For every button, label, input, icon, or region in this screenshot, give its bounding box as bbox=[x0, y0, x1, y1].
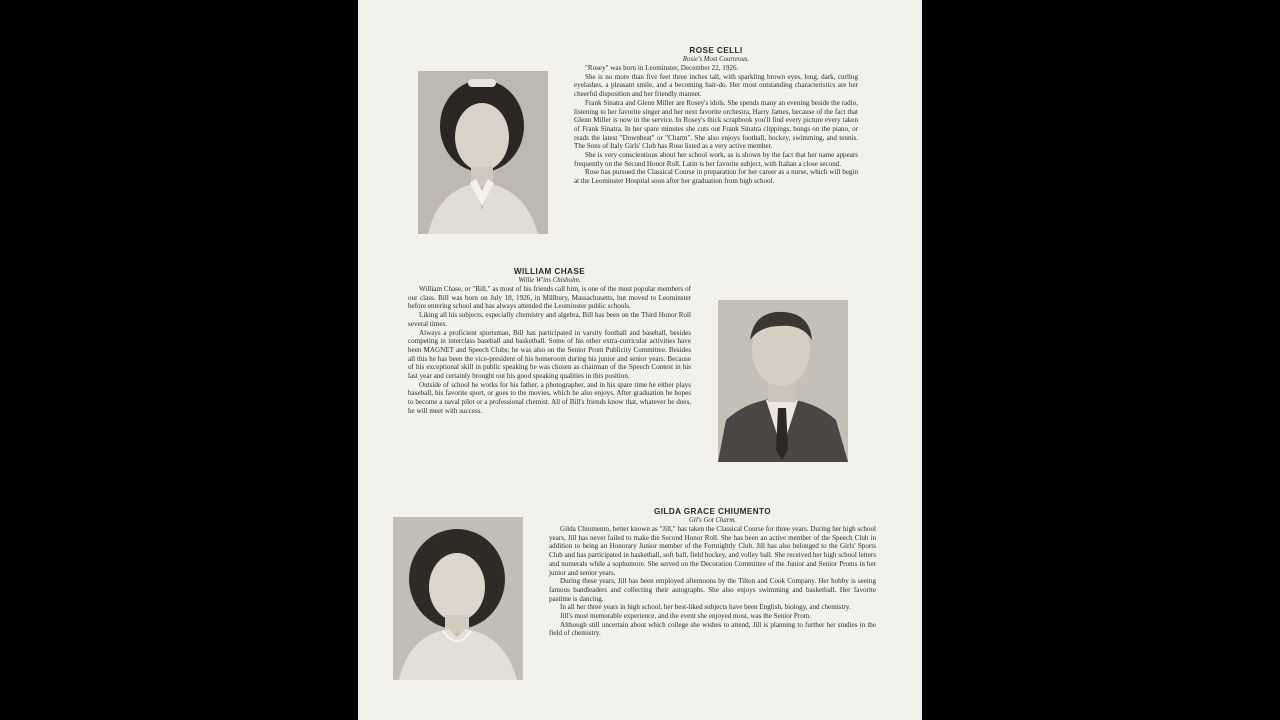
student-name: WILLIAM CHASE bbox=[513, 267, 586, 276]
rose-celli-bio bbox=[574, 46, 858, 186]
bio-paragraph: Outside of school he works for his father, a photographer, and in his spare time he either plays baseball, his favorite sport, or goes to the movies, which he also enjoys. After graduation he hopes to become a naval pilot or a professional chemist. All of Bill's friends know that, whatever he does, he will meet with success. bbox=[408, 380, 691, 415]
rose-celli-portrait bbox=[418, 71, 548, 234]
student-nickname: Rosie's Most Courteous. bbox=[682, 56, 750, 63]
bio-paragraph: She is no more than five feet three inches tall, with sparkling brown eyes, long, dark, curling eyelashes, a pleasant smile, and a becoming hair-do. Her most outstanding characteristics are her cheerful disposition and her friendly manner. bbox=[574, 72, 858, 99]
bio-paragraph: Frank Sinatra and Glenn Miller are Rosey's idols. She spends many an evening beside the radio, listening to her favorite singer and her next favorite orchestra, Harry James, because of the fact that Glenn Miller is now in the service. In Rosey's thick scrapbook you'll find every picture every taken of Frank Sinatra. In her spare minutes she cuts out Frank Sinatra clippings, bongs on the piano, or reads the latest "Downbeat" or "Charm". She also enjoys football, hockey, swimming, and tennis. The Sons of Italy Girls' Club has Rose listed as a very active member. bbox=[574, 98, 858, 151]
bio-paragraph: Always a proficient sportsman, Bill has participated in varsity football and baseball, besides competing in interclass baseball and basketball. Some of his other extra-curricular activities have been MAGNET and Speech Clubs; he was also on the Senior Prom Publicity Committee. Besides all this he has been the vice-president of his homeroom during his junior and senior years. Because of his exceptional skill in public speaking he was chosen as chairman of the Speech Contest in his last year and certainly brought out his good speaking qualities in this position. bbox=[408, 328, 691, 381]
student-nickname: Willie W'ins Chisholm. bbox=[518, 277, 581, 284]
bio-paragraph: She is very conscientious about her school work, as is shown by the fact that her name appears frequently on the Second Honor Roll. Latin is her favorite subject, with Italian a close second. bbox=[574, 151, 858, 168]
student-nickname: Gil's Got Charm. bbox=[689, 517, 736, 524]
william-chase-bio bbox=[408, 267, 691, 416]
student-name: GILDA GRACE CHIUMENTO bbox=[653, 507, 772, 516]
bio-paragraph: Jill's most memorable experience, and the event she enjoyed most, was the Senior Prom. bbox=[560, 612, 812, 621]
bio-paragraph: In all her three years in high school, her best-liked subjects have been English, biology, and chemistry. bbox=[560, 603, 851, 612]
bio-paragraph: William Chase, or "Bill," as most of his friends call him, is one of the most popular members of our class. Bill was born on July 18, 1926, in Millbury, Massachusetts, but moved to Leominster before entering school and has always attended the Leominster public schools. bbox=[408, 285, 691, 311]
bio-text bbox=[549, 525, 876, 638]
bio-paragraph: Gilda Chiumento, better known as "Jill," has taken the Classical Course for three years. During her high school years, Jill has never failed to make the Second Honor Roll. She has been an active member of the Speech Club in addition to being an Honorary Junior member of the Fortnightly Club. Jill has also belonged to the Girls' Sports Club and has participated in basketball, soft ball, field hockey, and volley ball. She received her high school letters and numerals while a sophomore. She served on the Decoration Committee of the Junior and Senior Proms in her junior and senior years. bbox=[549, 525, 876, 577]
bio-text bbox=[574, 64, 858, 186]
bio-paragraph: During these years, Jill has been employed afternoons by the Tilton and Cook Company. Her hobby is seeing famous bandleaders and collecting their autographs. She also enjoys swimming and basketball. Her favorite pastime is dancing. bbox=[549, 577, 876, 603]
bio-paragraph: Rose has pursued the Classical Course in preparation for her career as a nurse, which will begin at the Leominster Hospital soon after her graduation from high school. bbox=[574, 168, 858, 186]
bio-paragraph: Although still uncertain about which college she wishes to attend, Jill is planning to further her studies in the field of chemistry. bbox=[549, 620, 876, 638]
gilda-chiumento-portrait bbox=[393, 517, 523, 680]
bio-text bbox=[408, 285, 691, 416]
yearbook-page bbox=[358, 0, 922, 720]
student-name: ROSE CELLI bbox=[689, 46, 743, 55]
gilda-chiumento-bio bbox=[549, 507, 876, 638]
bio-paragraph: Liking all his subjects, especially chemistry and algebra, Bill has been on the Third Honor Roll several times. bbox=[408, 311, 691, 328]
william-chase-portrait bbox=[718, 300, 848, 462]
bio-paragraph: "Rosey" was born in Leominster, December 22, 1926. bbox=[585, 64, 739, 72]
